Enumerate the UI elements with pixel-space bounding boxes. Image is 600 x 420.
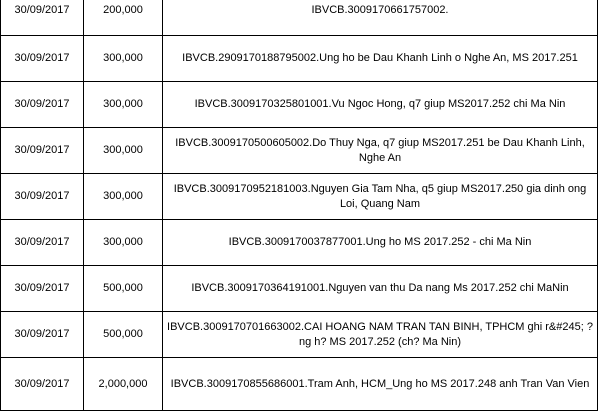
date-cell: 30/09/2017 bbox=[1, 358, 84, 411]
date-cell: 30/09/2017 bbox=[1, 82, 84, 128]
table-row bbox=[1, 36, 598, 82]
amount-cell: 2,000,000 bbox=[84, 358, 163, 411]
description-cell: IBVCB.3009170364191001.Nguyen van thu Da nang Ms 2017.252 chi MaNin bbox=[163, 266, 598, 312]
amount-cell: 300,000 bbox=[84, 82, 163, 128]
amount-cell: 300,000 bbox=[84, 174, 163, 220]
date-cell: 30/09/2017 bbox=[1, 174, 84, 220]
date-cell: 30/09/2017 bbox=[1, 36, 84, 82]
date-cell: 30/09/2017 bbox=[1, 0, 84, 36]
description-cell: IBVCB.3009170661757002. bbox=[163, 0, 598, 36]
table-row bbox=[1, 312, 598, 358]
table-row bbox=[1, 174, 598, 220]
amount-cell: 500,000 bbox=[84, 312, 163, 358]
table-row bbox=[1, 82, 598, 128]
table-row bbox=[1, 358, 598, 411]
amount-cell: 200,000 bbox=[84, 0, 163, 36]
description-cell: IBVCB.3009170037877001.Ung ho MS 2017.252 - chi Ma Nin bbox=[163, 220, 598, 266]
description-cell: IBVCB.3009170500605002.Do Thuy Nga, q7 giup MS2017.251 be Dau Khanh Linh, Nghe An bbox=[163, 128, 598, 174]
description-cell: IBVCB.3009170325801001.Vu Ngoc Hong, q7 giup MS2017.252 chi Ma Nin bbox=[163, 82, 598, 128]
description-cell: IBVCB.3009170701663002.CAI HOANG NAM TRAN TAN BINH, TPHCM ghi r&#245; ?ng h? MS 2017.252 (ch? Ma Nin) bbox=[163, 312, 598, 358]
table-row bbox=[1, 266, 598, 312]
date-cell: 30/09/2017 bbox=[1, 128, 84, 174]
table-row bbox=[1, 220, 598, 266]
table-row bbox=[1, 0, 598, 36]
description-cell: IBVCB.3009170855686001.Tram Anh, HCM_Ung ho MS 2017.248 anh Tran Van Vien bbox=[163, 358, 598, 411]
amount-cell: 300,000 bbox=[84, 220, 163, 266]
date-cell: 30/09/2017 bbox=[1, 312, 84, 358]
description-cell: IBVCB.2909170188795002.Ung ho be Dau Khanh Linh o Nghe An, MS 2017.251 bbox=[163, 36, 598, 82]
amount-cell: 500,000 bbox=[84, 266, 163, 312]
amount-cell: 300,000 bbox=[84, 36, 163, 82]
amount-cell: 300,000 bbox=[84, 128, 163, 174]
date-cell: 30/09/2017 bbox=[1, 220, 84, 266]
date-cell: 30/09/2017 bbox=[1, 266, 84, 312]
description-cell: IBVCB.3009170952181003.Nguyen Gia Tam Nha, q5 giup MS2017.250 gia dinh ong Loi, Quang Nam bbox=[163, 174, 598, 220]
table-row bbox=[1, 128, 598, 174]
